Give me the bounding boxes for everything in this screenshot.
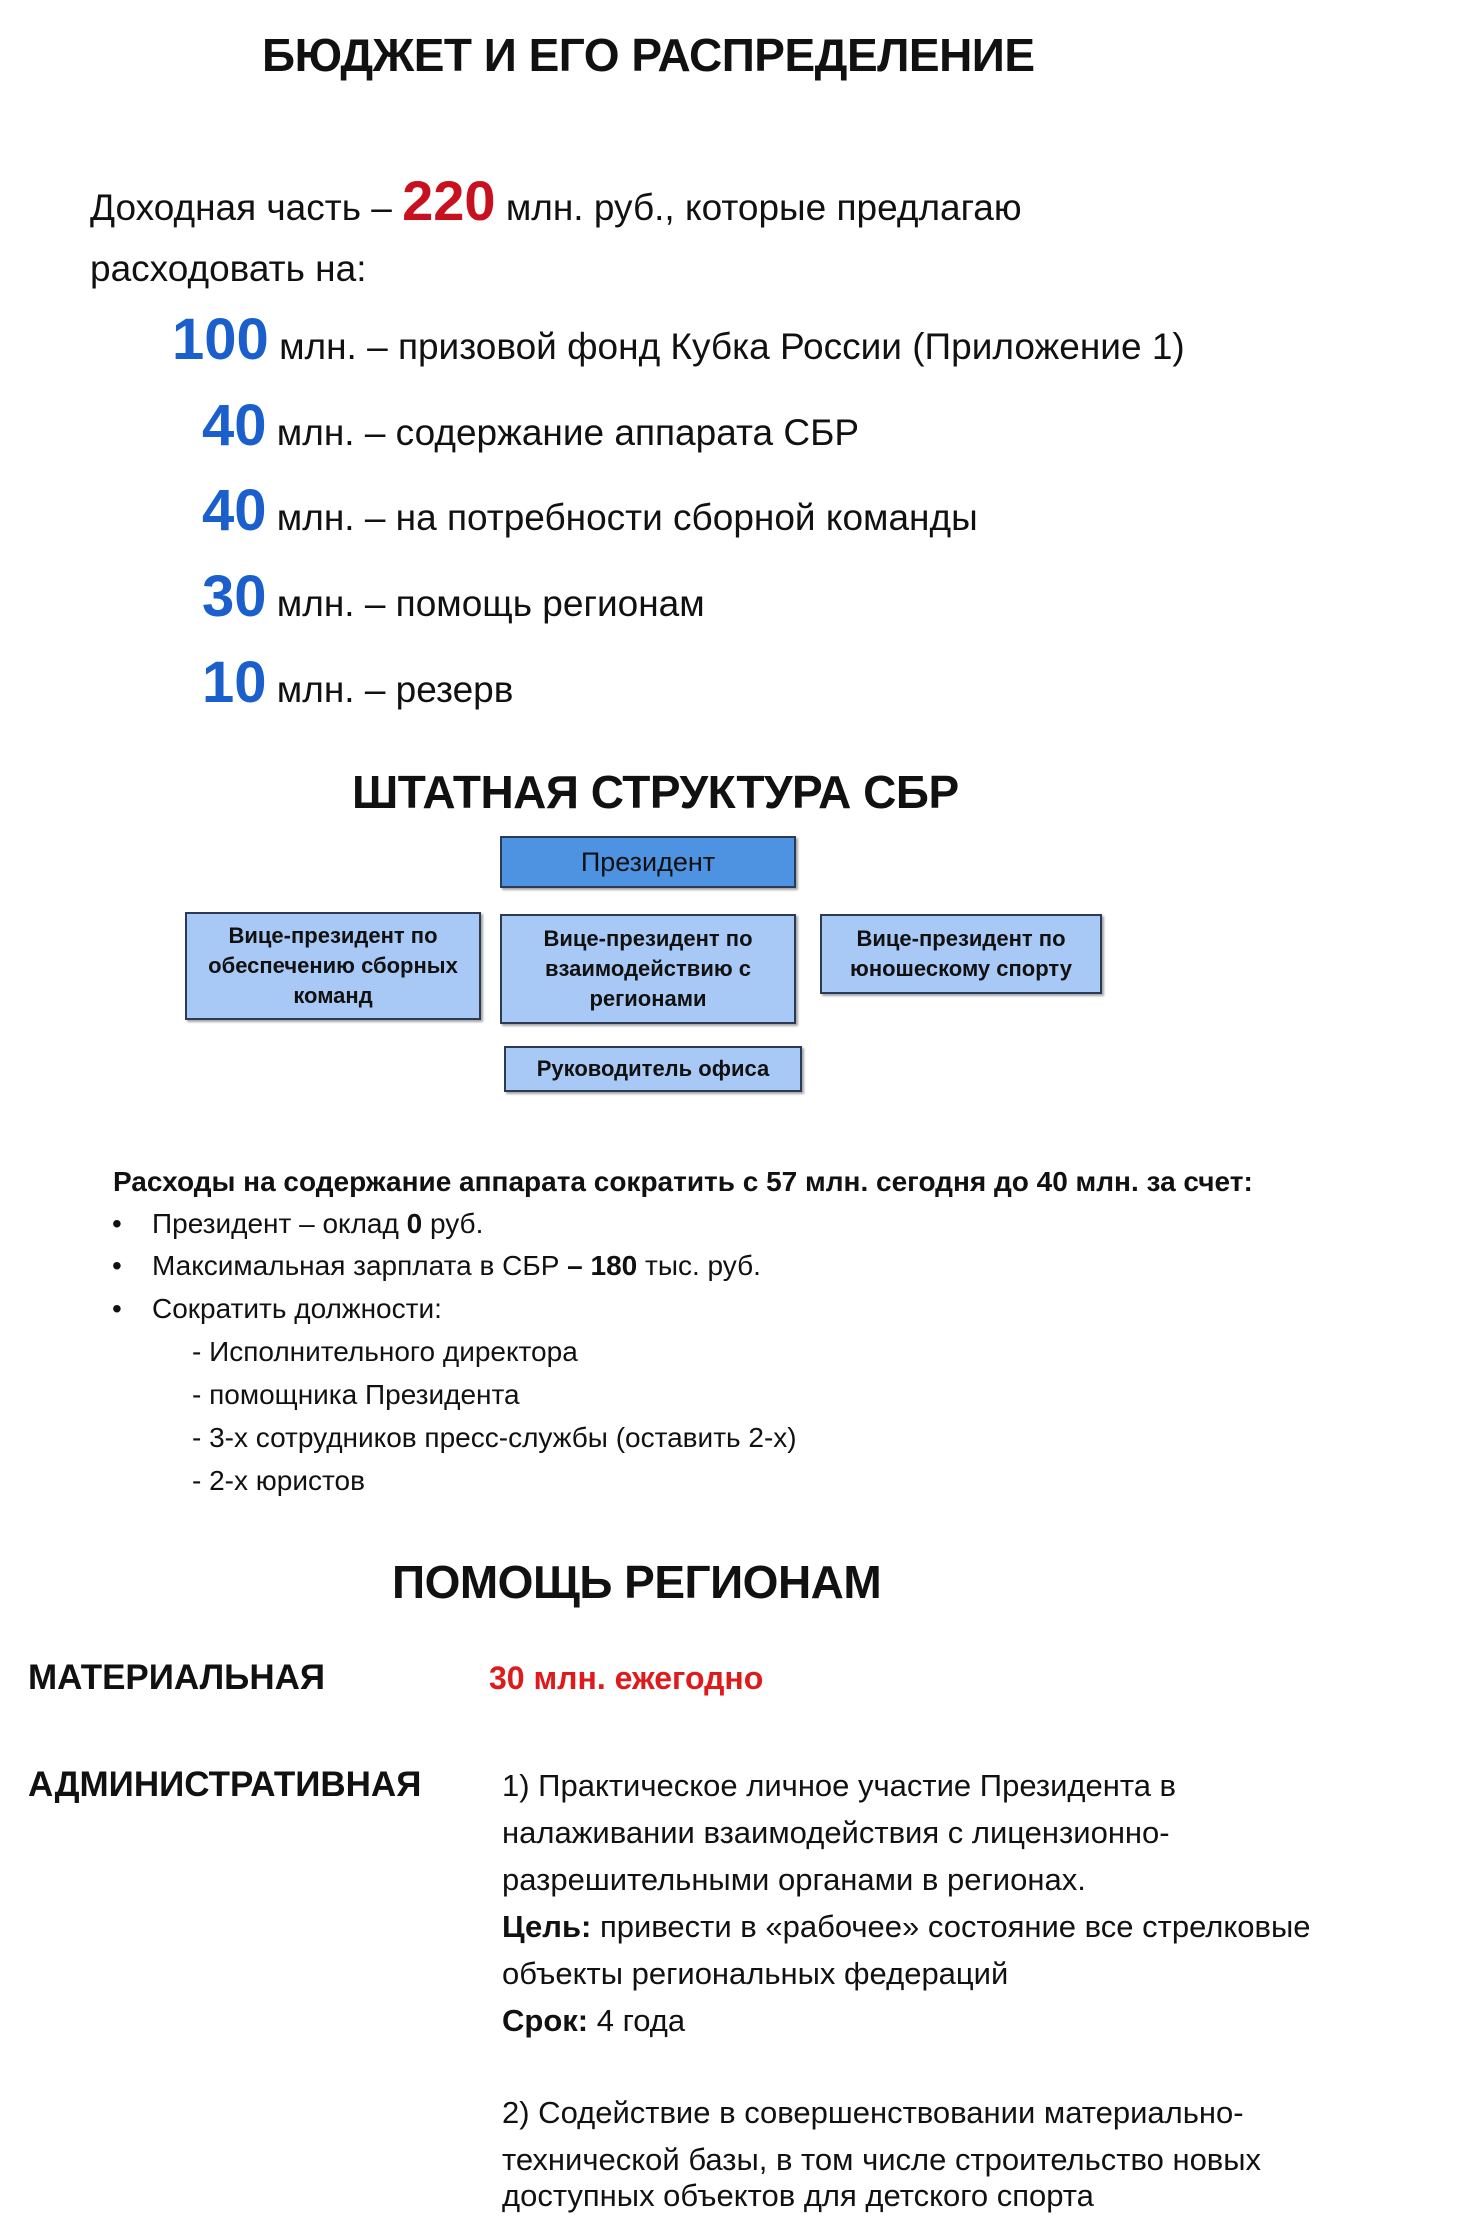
regions-title: ПОМОЩЬ РЕГИОНАМ <box>392 1556 882 1608</box>
budget-item-amount: 40 <box>202 478 267 543</box>
admin-paragraph-line: налаживании взаимодействия с лицензионно- <box>502 1815 1170 1850</box>
goal-label: Цель: <box>502 1909 592 1944</box>
position-item: - 3-х сотрудников пресс-службы (оставить 2-х) <box>192 1422 797 1453</box>
bullet-text: Максимальная зарплата в СБР <box>152 1250 568 1281</box>
admin-paragraph-line: 2) Содействие в совершенствовании материально- <box>502 2095 1244 2130</box>
term-value: 4 года <box>588 2003 686 2038</box>
org-box-vp-youth <box>820 914 1102 994</box>
structure-title: ШТАТНАЯ СТРУКТУРА СБР <box>352 766 959 818</box>
expenses-bullet <box>112 1250 761 1282</box>
budget-item-text: млн. – содержание аппарата СБР <box>276 412 860 453</box>
budget-item-text: млн. – призовой фонд Кубка России (Приложение 1) <box>279 326 1185 367</box>
bullet-icon: • <box>112 1293 122 1324</box>
budget-item-amount: 100 <box>172 307 269 372</box>
position-item: - помощника Президента <box>192 1379 520 1410</box>
org-box-vp-teams <box>185 912 481 1020</box>
position-item: - 2-х юристов <box>192 1465 365 1496</box>
goal-text: привести в «рабочее» состояние все стрелковые <box>591 1909 1311 1944</box>
org-box-vp-regions <box>500 914 796 1024</box>
admin-goal-line <box>502 1909 1311 1945</box>
admin-label: АДМИНИСТРАТИВНАЯ <box>28 1765 422 1804</box>
budget-item <box>172 306 1185 373</box>
budget-item-amount: 30 <box>202 564 267 629</box>
bullet-text: руб. <box>422 1208 484 1239</box>
org-box-label: Вице-президент по обеспечению сборных команд <box>208 923 458 1008</box>
budget-item-text: млн. – на потребности сборной команды <box>276 497 978 538</box>
bullet-text: Сократить должности: <box>152 1293 442 1324</box>
expenses-heading: Расходы на содержание аппарата сократить с 57 млн. сегодня до 40 млн. за счет: <box>113 1166 1253 1197</box>
budget-item-text: млн. – резерв <box>276 669 514 710</box>
bullet-text: Президент – оклад <box>152 1208 407 1239</box>
org-box-label: Президент <box>580 847 716 877</box>
budget-item-amount: 40 <box>202 393 267 458</box>
expenses-bullet <box>112 1293 442 1325</box>
income-line <box>90 168 1022 233</box>
admin-paragraph-line: разрешительными органами в регионах. <box>502 1862 1086 1897</box>
org-box-president <box>500 836 796 888</box>
budget-item-text: млн. – помощь регионам <box>276 583 705 624</box>
income-line2: расходовать на: <box>90 248 367 289</box>
bullet-text: тыс. руб. <box>637 1250 761 1281</box>
income-value: 220 <box>402 169 496 232</box>
org-box-label: Руководитель офиса <box>536 1056 770 1081</box>
income-suffix: млн. руб., которые предлагаю <box>495 187 1022 228</box>
admin-paragraph-line: доступных объектов для детского спорта <box>502 2178 1094 2213</box>
admin-paragraph-line: технической базы, в том числе строительство новых <box>502 2142 1262 2177</box>
admin-paragraph-line: 1) Практическое личное участие Президента в <box>502 1768 1177 1803</box>
bullet-icon: • <box>112 1208 122 1239</box>
term-label: Срок: <box>502 2003 589 2038</box>
admin-paragraph-line: объекты региональных федераций <box>502 1956 1009 1991</box>
material-label: МАТЕРИАЛЬНАЯ <box>28 1658 326 1697</box>
bullet-value: 0 <box>406 1208 423 1239</box>
org-box-label: Вице-президент по взаимодействию с регионами <box>543 926 753 1011</box>
budget-item <box>202 563 705 630</box>
budget-item-amount: 10 <box>202 650 267 715</box>
org-box-office-head <box>504 1046 802 1092</box>
admin-term-line <box>502 2003 685 2039</box>
budget-item <box>202 392 859 459</box>
income-prefix: Доходная часть – <box>90 187 403 228</box>
budget-item <box>202 649 513 716</box>
budget-title: БЮДЖЕТ И ЕГО РАСПРЕДЕЛЕНИЕ <box>262 29 1035 81</box>
budget-item <box>202 477 978 544</box>
position-item: - Исполнительного директора <box>192 1336 578 1367</box>
org-box-label: Вице-президент по юношескому спорту <box>850 926 1072 981</box>
bullet-value: – 180 <box>567 1250 638 1281</box>
expenses-bullet <box>112 1208 483 1240</box>
bullet-icon: • <box>112 1250 122 1281</box>
material-value: 30 млн. ежегодно <box>489 1660 764 1696</box>
